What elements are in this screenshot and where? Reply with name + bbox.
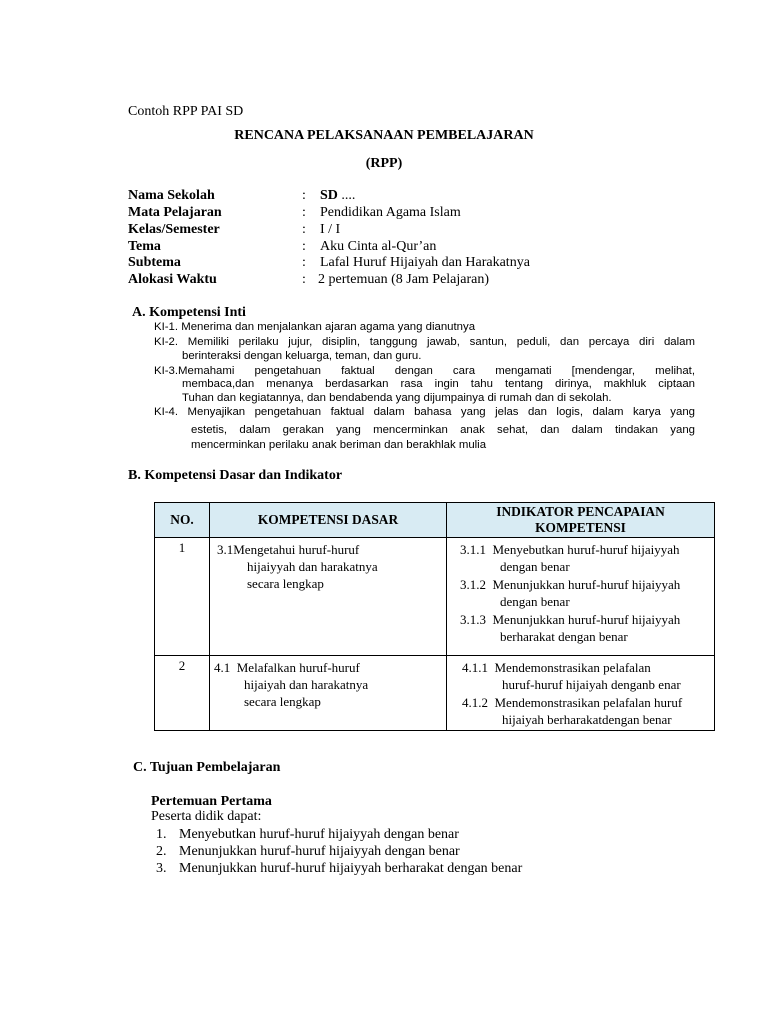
cell-indikator [447, 656, 715, 731]
kd-number: 3.1 [217, 542, 234, 557]
indicator-line: Menunjukkan huruf-huruf hijaiyyah [492, 577, 681, 592]
cell-indikator [447, 538, 715, 656]
ki-line: estetis, dalam gerakan yang mencerminkan anak sehat, dan dalam tindakan yang [191, 424, 695, 436]
table-row [155, 538, 715, 656]
tujuan-intro: Peserta didik dapat: [151, 809, 262, 824]
indicator-number: 4.1.1 [462, 660, 488, 675]
kd-item [211, 539, 445, 592]
list-item [156, 826, 459, 843]
identity-value: Aku Cinta al-Qur’an [320, 239, 437, 254]
table-header-row [155, 503, 715, 538]
list-item-number: 3. [156, 861, 167, 876]
kd-number: 4.1 [214, 660, 231, 675]
identity-value: I / I [320, 222, 341, 237]
section-c-heading: C. Tujuan Pembelajaran [133, 760, 281, 775]
header-no: NO. [155, 503, 210, 538]
kd-line: secara lengkap [247, 576, 324, 591]
identity-colon: : [302, 272, 306, 287]
section-a-heading: A. Kompetensi Inti [132, 305, 246, 320]
cell-kompetensi-dasar [210, 656, 447, 731]
identity-value-rest: .... [337, 188, 356, 203]
indicator-number: 3.1.3 [460, 612, 486, 627]
table-row [155, 656, 715, 731]
header-indikator-line: KOMPETENSI [535, 520, 626, 535]
indicator-line: dengan benar [500, 594, 570, 609]
indicator-line: Menunjukkan huruf-huruf hijaiyyah [492, 612, 681, 627]
identity-value: 2 pertemuan (8 Jam Pelajaran) [318, 272, 490, 287]
indicator-line: berharakat dengan benar [500, 629, 628, 644]
header-indikator [447, 503, 715, 538]
indicator-item [462, 659, 707, 693]
cell-kompetensi-dasar [210, 538, 447, 656]
identity-colon: : [302, 255, 306, 270]
kd-line: Melafalkan huruf-huruf [236, 660, 360, 675]
identity-value: Lafal Huruf Hijaiyah dan Harakatnya [320, 255, 530, 270]
identity-label: Subtema [128, 255, 181, 270]
kd-line: hijaiyyah dan harakatnya [247, 559, 378, 574]
list-item-text: Menunjukkan huruf-huruf hijaiyyah berharakat dengan benar [179, 861, 523, 876]
list-item-number: 1. [156, 827, 167, 842]
indicator-item [460, 576, 707, 610]
indicator-line: Mendemonstrasikan pelafalan huruf [494, 695, 683, 710]
identity-label: Alokasi Waktu [128, 272, 217, 287]
ki-line: KI-1. Menerima dan menjalankan ajaran agama yang dianutnya [154, 321, 476, 333]
indicator-line: dengan benar [500, 559, 570, 574]
cell-no: 1 [155, 538, 210, 656]
indicator-line: Menyebutkan huruf-huruf hijaiyyah [492, 542, 680, 557]
list-item-number: 2. [156, 844, 167, 859]
list-item-text: Menunjukkan huruf-huruf hijaiyyah dengan benar [179, 844, 460, 859]
ki-line: membaca,dan menanya berdasarkan rasa ingin tahu tentang dirinya, makhluk ciptaan [182, 378, 695, 390]
header-indikator-line: INDIKATOR PENCAPAIAN [496, 504, 665, 519]
kd-line: Mengetahui huruf-huruf [233, 542, 360, 557]
indicator-number: 4.1.2 [462, 695, 488, 710]
indicator-item [460, 611, 707, 645]
identity-label: Tema [128, 239, 161, 254]
kd-line: secara lengkap [244, 694, 321, 709]
indicator-line: hijaiyah berharakatdengan benar [502, 712, 672, 727]
identity-colon: : [302, 222, 306, 237]
kompetensi-table [154, 502, 715, 731]
identity-value-bold: SD [320, 188, 338, 203]
kd-item [211, 657, 445, 710]
indicator-list [448, 657, 713, 728]
ki-line: mencerminkan perilaku anak beriman dan berakhlak mulia [191, 439, 487, 451]
identity-value: Pendidikan Agama Islam [320, 205, 461, 220]
indicator-number: 3.1.2 [460, 577, 486, 592]
document-subtitle: (RPP) [365, 156, 403, 171]
identity-colon: : [302, 239, 306, 254]
pre-title: Contoh RPP PAI SD [128, 104, 244, 119]
section-b-heading: B. Kompetensi Dasar dan Indikator [128, 468, 343, 483]
cell-no: 2 [155, 656, 210, 731]
list-item [156, 843, 460, 860]
indicator-line: huruf-huruf hijaiyah denganb enar [502, 677, 681, 692]
kd-line: hijaiyah dan harakatnya [244, 677, 369, 692]
meeting-title: Pertemuan Pertama [151, 794, 272, 809]
indicator-number: 3.1.1 [460, 542, 486, 557]
identity-label: Nama Sekolah [128, 188, 215, 203]
header-kompetensi-dasar: KOMPETENSI DASAR [210, 503, 447, 538]
indicator-item [462, 694, 707, 728]
indicator-item [460, 541, 707, 575]
document-title: RENCANA PELAKSANAAN PEMBELAJARAN [234, 128, 534, 143]
identity-colon: : [302, 205, 306, 220]
ki-line: KI-3.Memahami pengetahuan faktual dengan cara mengamati [mendengar, melihat, [154, 365, 695, 377]
ki-line: KI-4. Menyajikan pengetahuan faktual dalam bahasa yang jelas dan logis, dalam karya yang [154, 406, 695, 418]
ki-line: KI-2. Memiliki perilaku jujur, disiplin, tanggung jawab, santun, peduli, dan percaya diri dalam [154, 336, 695, 348]
list-item-text: Menyebutkan huruf-huruf hijaiyyah dengan benar [179, 827, 459, 842]
identity-value [320, 188, 355, 204]
indicator-line: Mendemonstrasikan pelafalan [494, 660, 651, 675]
identity-label: Kelas/Semester [128, 222, 220, 237]
list-item [156, 860, 523, 877]
ki-line: berinteraksi dengan keluarga, teman, dan guru. [182, 350, 422, 362]
identity-colon: : [302, 188, 306, 203]
ki-line: Tuhan dan kegiatannya, dan bendabenda yang dijumpainya di rumah dan di sekolah. [182, 392, 612, 404]
indicator-list [448, 539, 713, 645]
identity-label: Mata Pelajaran [128, 205, 222, 220]
